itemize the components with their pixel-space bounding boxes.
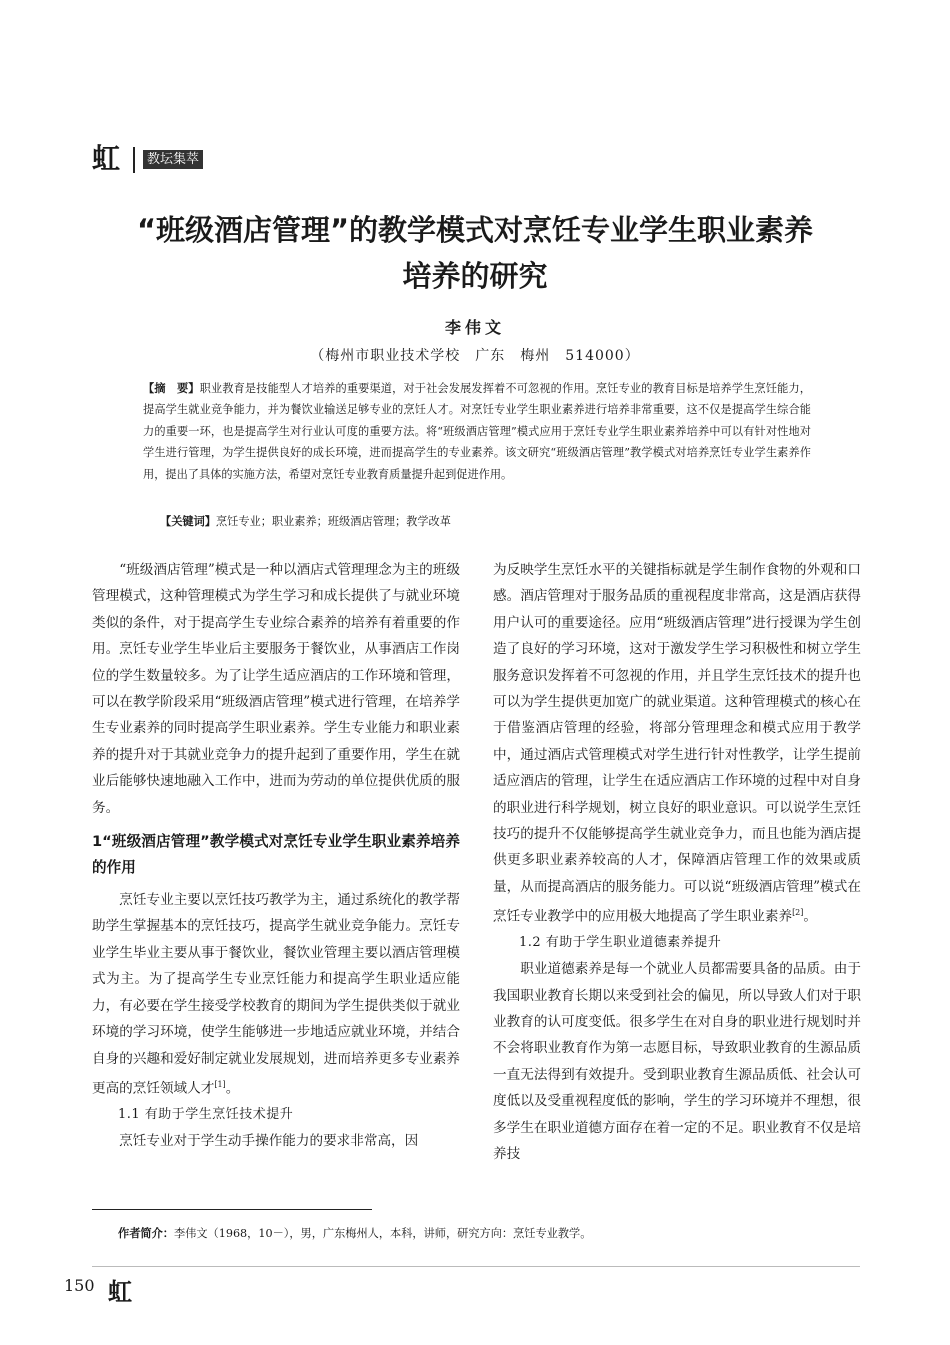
paragraph	[493, 557, 861, 930]
article-title-line-2: 培养的研究	[402, 259, 548, 293]
body-column-left	[92, 557, 460, 1154]
footer-journal-mark: 虹	[108, 1277, 133, 1306]
footer-divider	[92, 1266, 860, 1267]
subsection-heading-1-1: 1.1 有助于学生烹饪技术提升	[118, 1106, 294, 1122]
footnote-label: 作者简介：	[118, 1227, 174, 1240]
journal-logo-mark: 虹	[92, 142, 122, 175]
paragraph-text: 为反映学生烹饪水平的关键指标就是学生制作食物的外观和口感。酒店管理对于服务品质的重视程度非常高，这是酒店获得用户认可的重要途径。应用“班级酒店管理”进行授课为学生创造了良好的学习环境，这对于激发学生学习积极性和树立学生服务意识发挥着不可忽视的作用，并且学生烹饪技术的提升也可以为学生提供更加宽广的就业渠道。这种管理模式的核心在于借鉴酒店管理的经验，将部分管理理念和模式应用于教学中，通过酒店式管理模式对学生进行针对性教学，让学生提前适应酒店的管理，让学生在适应酒店工作环境的过程中对自身的职业进行科学规划，树立良好的职业意识。可以说学生烹饪技巧的提升不仅能够提高学生就业竞争力，而且也能为酒店提供更多职业素养较高的人才，保障酒店管理工作的效果或质量，从而提高酒店的服务能力。可以说“班级酒店管理”模式在烹饪专业教学中的应用极大地提高了学生职业素养	[493, 562, 861, 925]
footnote-text: 李伟文（1968，10－），男，广东梅州人，本科，讲师，研究方向：烹饪专业教学。	[173, 1227, 592, 1240]
keywords-label: 【关键词】	[160, 515, 216, 528]
paragraph: “班级酒店管理”模式是一种以酒店式管理理念为主的班级管理模式，这种管理模式为学生学习和成长提供了与就业环境类似的条件，对于提高学生专业综合素养的培养有着重要的作用。烹饪专业学生毕业后主要服务于餐饮业，从事酒店工作岗位的学生数量较多。为了让学生适应酒店的工作环境和管理，可以在教学阶段采用“班级酒店管理”模式进行管理，在培养学生专业素养的同时提高学生职业素养。学生专业能力和职业素养的提升对于其就业竞争力的提升起到了重要作用，学生在就业后能够快速地融入工作中，进而为劳动的单位提供优质的服务。	[92, 562, 460, 816]
keywords	[160, 512, 810, 532]
subsection-heading-1-2: 1.2 有助于学生职业道德素养提升	[519, 935, 722, 951]
article-title-line-1: “班级酒店管理”的教学模式对烹饪专业学生职业素养	[136, 213, 814, 247]
paragraph-end: 。	[803, 908, 817, 925]
paragraph	[92, 887, 460, 1102]
paragraph-text: 烹饪专业主要以烹饪技巧教学为主，通过系统化的教学帮助学生掌握基本的烹饪技巧，提高学生就业竞争能力。烹饪专业学生毕业主要从事于餐饮业，餐饮业管理主要以酒店管理模式为主。为了提高学生专业烹饪能力和提高学生职业适应能力，有必要在学生接受学校教育的期间为学生提供类似于就业环境的学习环境，使学生能够进一步地适应就业环境，并结合自身的兴趣和爱好制定就业发展规划，进而培养更多专业素养更高的烹饪领域人才	[92, 892, 460, 1097]
section-tag: 教坛集萃	[143, 150, 203, 169]
footnote-divider	[92, 1209, 372, 1210]
paragraph-end: 。	[225, 1080, 240, 1097]
paragraph: 职业道德素养是每一个就业人员都需要具备的品质。由于我国职业教育长期以来受到社会的偏见，所以导致人们对于职业教育的认可度变低。很多学生在对自身的职业进行规划时并不会将职业教育作为第一志愿目标，导致职业教育的生源品质一直无法得到有效提升。受到职业教育生源品质低、社会认可度低以及受重视程度低的影响，学生的学习环境并不理想，很多学生在职业道德方面存在着一定的不足。职业教育不仅是培养技	[493, 961, 861, 1163]
citation-ref: [1]	[214, 1079, 226, 1089]
keywords-text: 烹饪专业；职业素养；班级酒店管理；教学改革	[215, 515, 451, 528]
abstract-text: 职业教育是技能型人才培养的重要渠道，对于社会发展发挥着不可忽视的作用。烹饪专业的教育目标是培养学生烹饪能力，提高学生就业竞争能力，并为餐饮业输送足够专业的烹饪人才。对烹饪专业学生职业素养进行培养非常重要，这不仅是提高学生综合能力的重要一环，也是提高学生对行业认可度的重要方法。将“班级酒店管理”模式应用于烹饪专业学生职业素养培养中可以有针对性地对学生进行管理，为学生提供良好的成长环境，进而提高学生的专业素养。该文研究“班级酒店管理”教学模式对培养烹饪专业学生素养作用，提出了具体的实施方法，希望对烹饪专业教育质量提升起到促进作用。	[143, 382, 811, 481]
citation-ref: [2]	[792, 908, 804, 918]
abstract-label: 【摘 要】	[143, 382, 200, 395]
header-divider	[133, 147, 135, 173]
author-affiliation: （梅州市职业技术学校 广东 梅州 514000）	[310, 348, 640, 364]
paragraph: 烹饪专业对于学生动手操作能力的要求非常高，因	[119, 1132, 419, 1149]
abstract	[143, 378, 811, 485]
author-bio-footnote	[118, 1226, 591, 1242]
page-number: 150	[64, 1276, 95, 1295]
author-name: 李伟文	[444, 318, 505, 337]
section-heading-1: 1“班级酒店管理”教学模式对烹饪专业学生职业素养培养的作用	[92, 833, 460, 877]
body-column-right	[493, 557, 861, 1167]
